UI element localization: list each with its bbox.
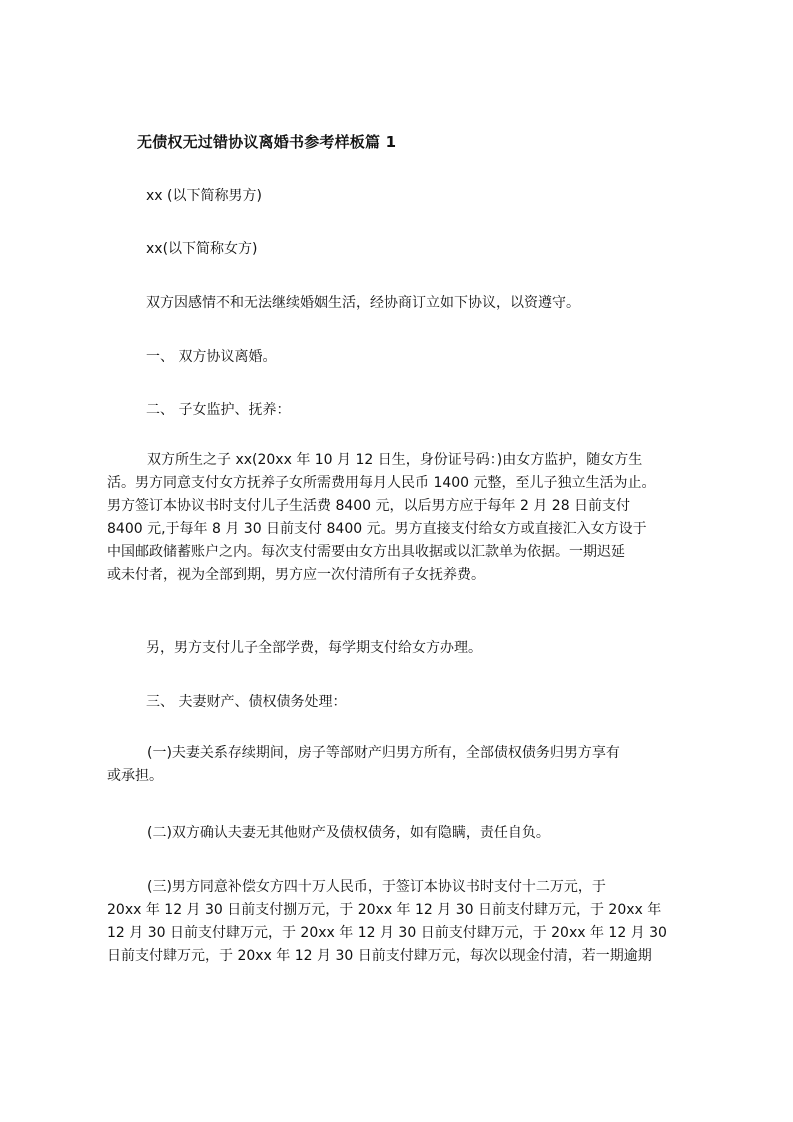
property-paragraph-2 (107, 822, 697, 845)
paragraph-line: 或未付者，视为全部到期，男方应一次付清所有子女抚养费。 (107, 567, 485, 583)
section-1-heading: 一、 双方协议离婚。 (146, 349, 277, 365)
property-paragraph-3 (107, 876, 697, 968)
paragraph-line: 8400 元,于每年 8 月 30 日前支付 8400 元。男方直接支付给女方或直接汇入女方设于 (107, 521, 647, 537)
paragraph-line: 日前支付肆万元，于 20xx 年 12 月 30 日前支付肆万元，每次以现金付清，若一期逾期 (107, 948, 652, 964)
section-3-heading: 三、 夫妻财产、债权债务处理： (146, 694, 347, 710)
paragraph-line: (二)双方确认夫妻无其他财产及债权债务，如有隐瞒，责任自负。 (147, 825, 550, 841)
paragraph-line: 活。男方同意支付女方抚养子女所需费用每月人民币 1400 元整，至儿子独立生活为止。 (107, 475, 656, 491)
preamble-text: 双方因感情不和无法继续婚姻生活，经协商订立如下协议，以资遵守。 (146, 295, 580, 311)
property-paragraph-1 (107, 742, 697, 788)
child-support-paragraph (107, 449, 697, 587)
section-2-heading: 二、 子女监护、抚养： (146, 402, 291, 418)
tuition-text: 另，男方支付儿子全部学费，每学期支付给女方办理。 (146, 640, 482, 656)
paragraph-line: (三)男方同意补偿女方四十万人民币，于签订本协议书时支付十二万元，于 (147, 879, 606, 895)
male-party-line: xx (以下简称男方) (146, 188, 262, 204)
document-title: 无债权无过错协议离婚书参考样板篇 1 (137, 133, 397, 151)
paragraph-line: (一)夫妻关系存续期间，房子等部财产归男方所有，全部债权债务归男方享有 (147, 745, 620, 761)
paragraph-line: 中国邮政储蓄账户之内。每次支付需要由女方出具收据或以汇款单为依据。一期迟延 (107, 544, 625, 560)
paragraph-line: 双方所生之子 xx(20xx 年 10 月 12 日生，身份证号码：)由女方监护，随女方生 (147, 452, 643, 468)
paragraph-line: 12 月 30 日前支付肆万元，于 20xx 年 12 月 30 日前支付肆万元，于 20xx 年 12 月 30 (107, 925, 667, 941)
female-party-line: xx(以下简称女方) (146, 241, 258, 257)
paragraph-line: 男方签订本协议书时支付儿子生活费 8400 元，以后男方应于每年 2 月 28 日前支付 (107, 498, 631, 514)
paragraph-line: 20xx 年 12 月 30 日前支付捌万元，于 20xx 年 12 月 30 日前支付肆万元，于 20xx 年 (107, 902, 662, 918)
paragraph-line: 或承担。 (107, 768, 163, 784)
